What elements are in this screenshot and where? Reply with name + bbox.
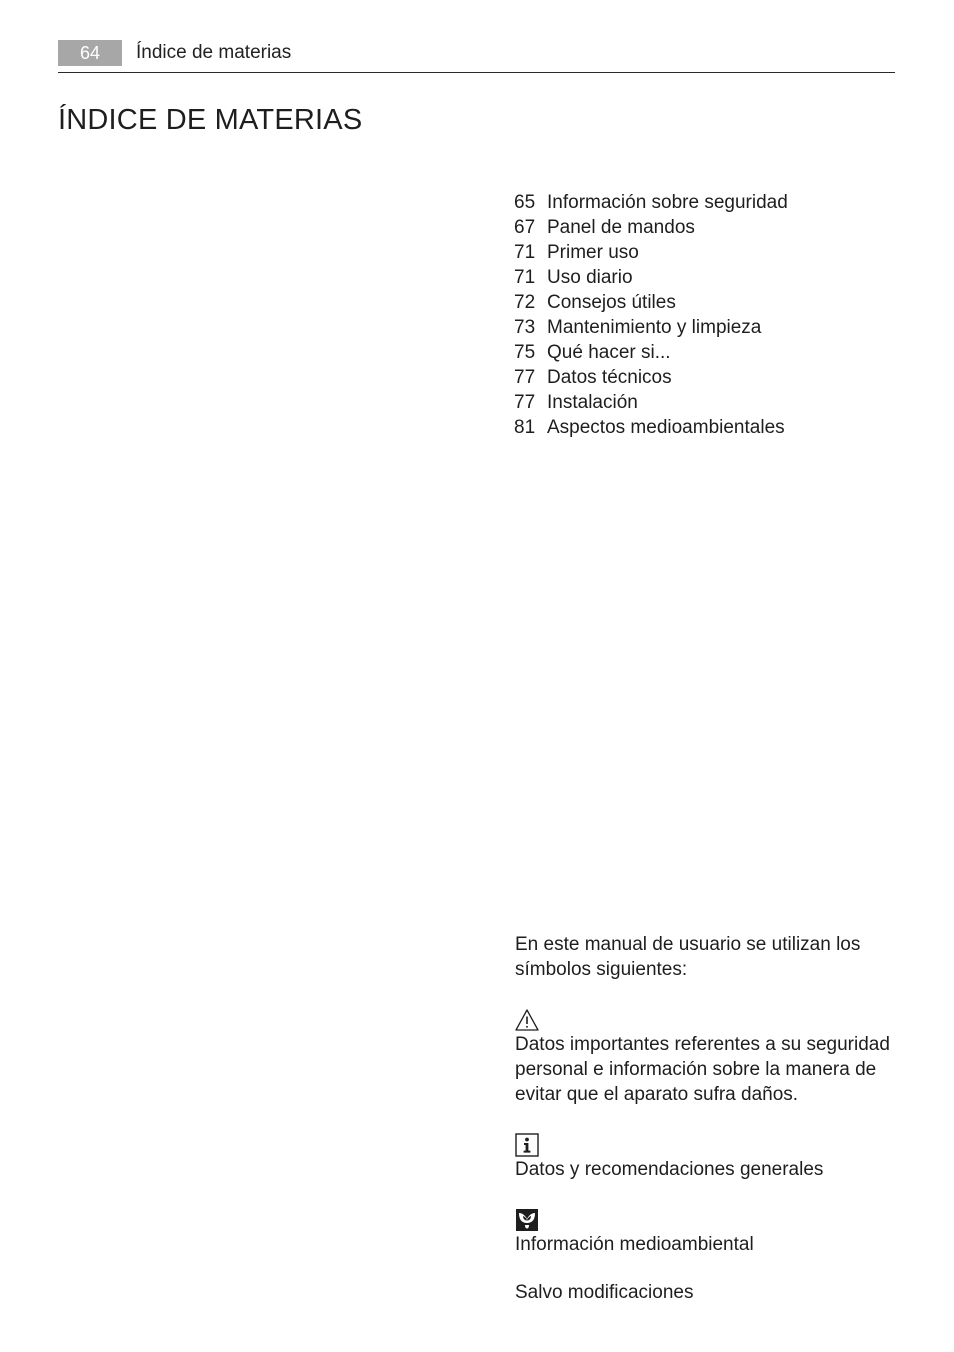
page-number: 64 xyxy=(58,40,122,66)
info-icon xyxy=(515,1133,539,1157)
toc-page-number: 71 xyxy=(514,242,536,263)
environment-icon xyxy=(515,1208,539,1232)
toc-label: Qué hacer si... xyxy=(547,342,671,363)
toc-item[interactable] xyxy=(514,190,788,215)
page-title: ÍNDICE DE MATERIAS xyxy=(58,104,363,136)
toc-page-number: 71 xyxy=(514,267,536,288)
toc-item[interactable] xyxy=(514,265,788,290)
footer-note: Salvo modificaciones xyxy=(515,1282,694,1303)
toc-label: Información sobre seguridad xyxy=(547,192,788,213)
page-header xyxy=(58,40,895,73)
warning-triangle-icon xyxy=(515,1008,539,1032)
toc-item[interactable] xyxy=(514,215,788,240)
toc-item[interactable] xyxy=(514,240,788,265)
toc-item[interactable] xyxy=(514,365,788,390)
toc-label: Uso diario xyxy=(547,267,633,288)
toc-item[interactable] xyxy=(514,390,788,415)
toc-item[interactable] xyxy=(514,315,788,340)
toc-label: Primer uso xyxy=(547,242,639,263)
toc-label: Consejos útiles xyxy=(547,292,676,313)
toc-label: Mantenimiento y limpieza xyxy=(547,317,762,338)
toc-label: Aspectos medioambientales xyxy=(547,417,785,438)
toc-label: Panel de mandos xyxy=(547,217,695,238)
environment-description: Información medioambiental xyxy=(515,1234,754,1255)
info-description: Datos y recomendaciones generales xyxy=(515,1159,824,1180)
toc-item[interactable] xyxy=(514,340,788,365)
toc-item[interactable] xyxy=(514,290,788,315)
symbols-legend xyxy=(515,932,895,1305)
toc-item[interactable] xyxy=(514,415,788,440)
toc-page-number: 73 xyxy=(514,317,536,338)
running-title: Índice de materias xyxy=(136,42,292,63)
toc-page-number: 77 xyxy=(514,367,536,388)
toc-page-number: 81 xyxy=(514,417,536,438)
toc-page-number: 65 xyxy=(514,192,536,213)
symbols-intro: En este manual de usuario se utilizan los símbolos siguientes: xyxy=(515,934,861,980)
toc-page-number: 72 xyxy=(514,292,536,313)
warning-description: Datos importantes referentes a su seguridad personal e información sobre la manera de evitar que el aparato sufra daños. xyxy=(515,1034,890,1105)
table-of-contents xyxy=(514,190,788,440)
toc-page-number: 75 xyxy=(514,342,536,363)
toc-label: Instalación xyxy=(547,392,638,413)
toc-label: Datos técnicos xyxy=(547,367,672,388)
toc-page-number: 67 xyxy=(514,217,536,238)
toc-page-number: 77 xyxy=(514,392,536,413)
